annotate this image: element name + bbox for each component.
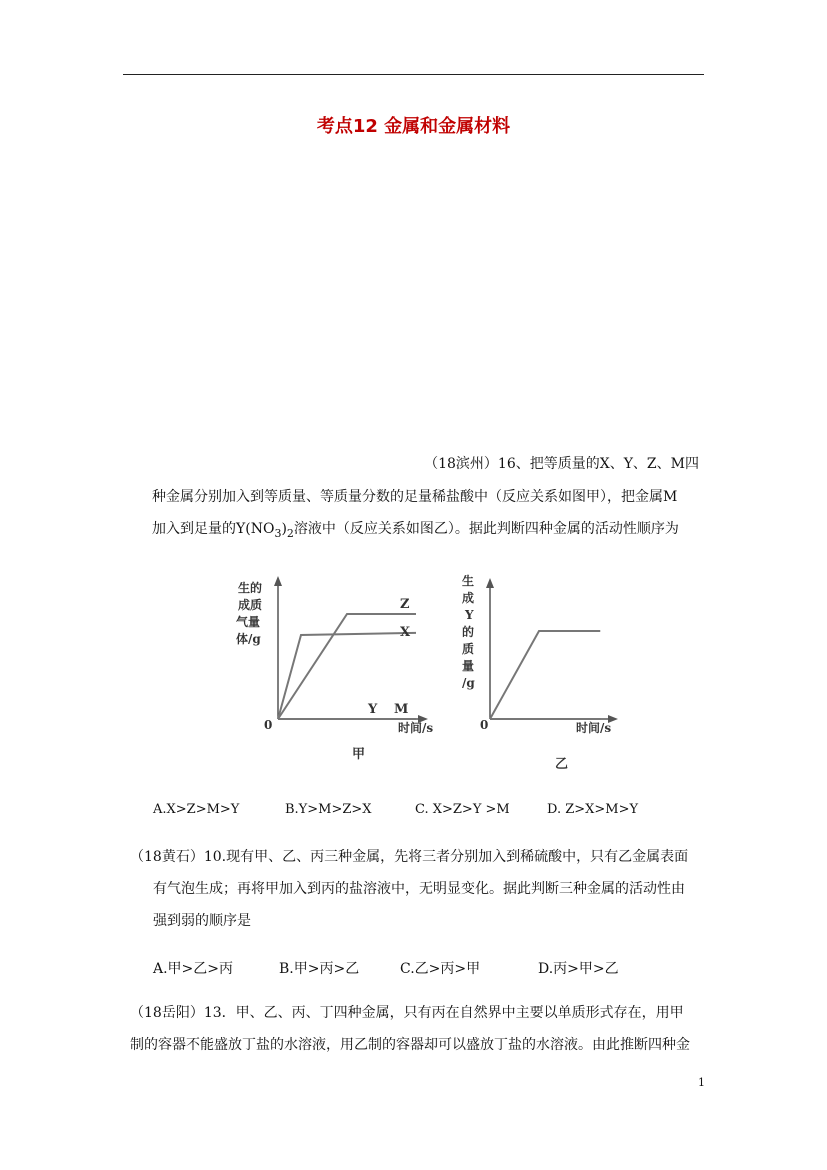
y-axis-arrow xyxy=(486,578,494,588)
ylabel-char-2: 成 xyxy=(462,591,475,605)
ylabel-char-3: Y xyxy=(465,608,474,622)
q16-option-c[interactable]: C. X>Z>Y >M xyxy=(415,802,510,817)
y-axis-arrow xyxy=(274,576,282,586)
origin-label: 0 xyxy=(264,718,273,732)
q10-option-a[interactable]: A.甲>乙>丙 xyxy=(153,961,234,977)
page-number: 1 xyxy=(698,1076,705,1089)
ylabel-line-1: 生的 xyxy=(238,581,263,595)
header-rule xyxy=(123,74,704,75)
series-line-0 xyxy=(490,631,600,719)
q16-line-3: 加入到足量的$Y(NO_3)_2$溶液中（反应关系如图乙）。据此判断四种金属的活动性顺序为 xyxy=(152,521,679,540)
chart-jia xyxy=(228,572,438,772)
q10-line-2: 有气泡生成；再将甲加入到丙的盐溶液中，无明显变化。据此判断三种金属的活动性由 xyxy=(153,881,685,897)
ylabel-line-2: 成质 xyxy=(238,598,263,612)
q16-options xyxy=(153,802,713,820)
ylabel-line-4: 体/g xyxy=(236,632,261,646)
chart-caption: 甲 xyxy=(352,747,366,762)
q13-line-2: 制的容器不能盛放丁盐的水溶液，用乙制的容器却可以盛放丁盐的水溶液。由此推断四种金 xyxy=(130,1037,690,1053)
ylabel-char-7: /g xyxy=(462,676,475,690)
q16-line-1: （18滨州）16、把等质量的X、Y、Z、M四 xyxy=(424,456,699,472)
origin-label: 0 xyxy=(480,718,489,732)
series-label-y: Y xyxy=(368,702,378,717)
ylabel-char-1: 生 xyxy=(462,574,475,588)
x-axis-label: 时间/s xyxy=(398,721,434,735)
chart-caption: 乙 xyxy=(555,757,569,772)
q10-option-d[interactable]: D.丙>甲>乙 xyxy=(538,961,619,977)
q10-options xyxy=(153,958,713,976)
ylabel-char-6: 量 xyxy=(462,659,475,673)
ylabel-char-5: 质 xyxy=(462,642,475,656)
q16-option-b[interactable]: B.Y>M>Z>X xyxy=(285,802,372,817)
ylabel-char-4: 的 xyxy=(462,625,475,639)
q10-option-b[interactable]: B.甲>丙>乙 xyxy=(279,961,360,977)
series-label-z: Z xyxy=(400,597,410,612)
q10-line-3: 强到弱的顺序是 xyxy=(153,913,251,929)
page-title: 考点12 金属和金属材料 xyxy=(316,116,511,137)
series-label-x: X xyxy=(400,625,411,640)
x-axis-label: 时间/s xyxy=(576,721,612,735)
q16-option-a[interactable]: A.X>Z>M>Y xyxy=(153,802,240,817)
q16-line-2: 种金属分别加入到等质量、等质量分数的足量稀盐酸中（反应关系如图甲），把金属M xyxy=(152,489,678,505)
q10-line-1: （18黄石）10.现有甲、乙、丙三种金属，先将三者分别加入到稀硫酸中，只有乙金属表面 xyxy=(130,849,689,865)
q16-option-d[interactable]: D. Z>X>M>Y xyxy=(547,802,639,817)
ylabel-line-3: 气量 xyxy=(236,615,261,629)
series-label-m: M xyxy=(394,702,409,717)
q10-option-c[interactable]: C.乙>丙>甲 xyxy=(400,961,481,977)
chart-yi xyxy=(458,572,628,772)
q13-line-1: （18岳阳）13．甲、乙、丙、丁四种金属，只有丙在自然界中主要以单质形式存在，用甲 xyxy=(130,1005,684,1021)
